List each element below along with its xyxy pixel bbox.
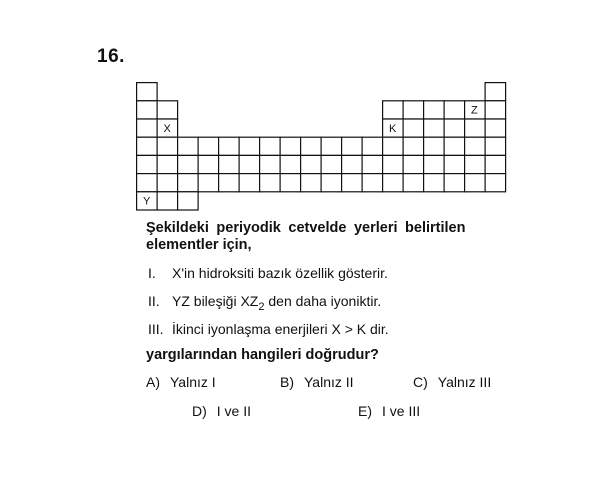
table-cell bbox=[485, 101, 506, 119]
option-e-text: I ve III bbox=[382, 403, 421, 419]
table-cell bbox=[485, 155, 506, 173]
table-cell bbox=[485, 83, 506, 101]
table-cell bbox=[465, 137, 486, 155]
table-cell bbox=[239, 137, 260, 155]
question-prompt: yargılarından hangileri doğrudur? bbox=[146, 347, 379, 363]
statement-2-text-before: YZ bileşiği XZ bbox=[172, 293, 259, 309]
table-cell bbox=[444, 155, 465, 173]
table-cell bbox=[198, 155, 219, 173]
statement-1-text: X'in hidroksiti bazık özellik gösterir. bbox=[172, 265, 388, 281]
table-cell bbox=[383, 101, 404, 119]
option-a-letter: A) bbox=[146, 374, 160, 390]
table-cell bbox=[301, 174, 322, 192]
option-b[interactable] bbox=[280, 374, 354, 390]
statement-1 bbox=[148, 265, 388, 281]
option-d-letter: D) bbox=[192, 403, 207, 419]
table-cell bbox=[342, 137, 363, 155]
table-cell bbox=[157, 174, 178, 192]
table-cell bbox=[178, 174, 199, 192]
table-cell bbox=[362, 137, 383, 155]
option-a[interactable] bbox=[146, 374, 216, 390]
table-cell bbox=[157, 155, 178, 173]
table-cell bbox=[178, 137, 199, 155]
table-cell bbox=[485, 119, 506, 137]
periodic-table-diagram bbox=[136, 82, 506, 212]
table-cell bbox=[219, 174, 240, 192]
option-c[interactable] bbox=[413, 374, 491, 390]
table-cell bbox=[403, 119, 424, 137]
table-cell bbox=[485, 137, 506, 155]
table-cell bbox=[239, 174, 260, 192]
table-cell bbox=[444, 101, 465, 119]
table-cell bbox=[321, 174, 342, 192]
table-cell bbox=[260, 155, 281, 173]
table-cell bbox=[424, 155, 445, 173]
option-a-text: Yalnız I bbox=[170, 374, 216, 390]
table-cell bbox=[198, 174, 219, 192]
table-cell bbox=[137, 174, 158, 192]
statement-2-text-after: den daha iyoniktir. bbox=[264, 293, 382, 309]
table-cell bbox=[383, 174, 404, 192]
statement-2-subscript: 2 bbox=[258, 301, 265, 313]
table-cell bbox=[403, 137, 424, 155]
table-cell bbox=[157, 192, 178, 210]
table-cell bbox=[362, 174, 383, 192]
option-e[interactable] bbox=[358, 403, 420, 419]
table-cell bbox=[178, 192, 199, 210]
table-cell bbox=[342, 155, 363, 173]
table-cell bbox=[485, 174, 506, 192]
option-d[interactable] bbox=[192, 403, 251, 419]
table-cell bbox=[280, 174, 301, 192]
table-cell bbox=[260, 137, 281, 155]
option-c-letter: C) bbox=[413, 374, 428, 390]
table-cell bbox=[321, 155, 342, 173]
table-cell bbox=[444, 119, 465, 137]
table-cell bbox=[178, 155, 199, 173]
table-cell bbox=[157, 137, 178, 155]
statement-3 bbox=[148, 321, 389, 337]
table-cell bbox=[383, 155, 404, 173]
table-cell bbox=[137, 101, 158, 119]
table-cell bbox=[280, 155, 301, 173]
table-cell bbox=[219, 137, 240, 155]
table-cell bbox=[465, 119, 486, 137]
table-cell bbox=[465, 174, 486, 192]
stem-line-1: Şekildeki periyodik cetvelde yerleri belirtilen bbox=[146, 220, 466, 236]
table-cell bbox=[137, 83, 158, 101]
table-cell bbox=[157, 101, 178, 119]
table-cell bbox=[260, 174, 281, 192]
table-cell bbox=[424, 101, 445, 119]
statement-2 bbox=[148, 293, 381, 313]
table-cell bbox=[137, 119, 158, 137]
table-cell bbox=[403, 155, 424, 173]
table-cell bbox=[219, 155, 240, 173]
table-cell bbox=[137, 155, 158, 173]
element-label-k: K bbox=[389, 122, 397, 135]
element-label-z: Z bbox=[471, 104, 478, 117]
table-cell bbox=[280, 137, 301, 155]
table-cell bbox=[424, 174, 445, 192]
question-number: 16. bbox=[97, 46, 125, 67]
table-cell bbox=[301, 155, 322, 173]
option-e-letter: E) bbox=[358, 403, 372, 419]
table-cell bbox=[444, 137, 465, 155]
statement-3-text: İkinci iyonlaşma enerjileri X > K dir. bbox=[172, 321, 389, 337]
option-d-text: I ve II bbox=[216, 403, 252, 419]
stem-line-2: elementler için, bbox=[146, 237, 252, 253]
statement-3-roman: III. bbox=[148, 321, 164, 337]
table-cell bbox=[403, 101, 424, 119]
element-label-y: Y bbox=[143, 195, 151, 208]
table-cell bbox=[342, 174, 363, 192]
question-stem bbox=[146, 220, 546, 254]
option-b-letter: B) bbox=[280, 374, 294, 390]
table-cell bbox=[321, 137, 342, 155]
option-c-text: Yalnız III bbox=[437, 374, 492, 390]
table-cell bbox=[239, 155, 260, 173]
table-cell bbox=[465, 155, 486, 173]
table-cell bbox=[137, 137, 158, 155]
table-cell bbox=[362, 155, 383, 173]
table-cell bbox=[424, 137, 445, 155]
statement-2-roman: II. bbox=[148, 293, 160, 309]
table-cell bbox=[383, 137, 404, 155]
table-cell bbox=[301, 137, 322, 155]
table-cell bbox=[403, 174, 424, 192]
table-cell bbox=[444, 174, 465, 192]
element-label-x: X bbox=[163, 122, 171, 135]
table-cell bbox=[198, 137, 219, 155]
table-cell bbox=[424, 119, 445, 137]
statement-1-roman: I. bbox=[148, 265, 156, 281]
option-b-text: Yalnız II bbox=[304, 374, 354, 390]
